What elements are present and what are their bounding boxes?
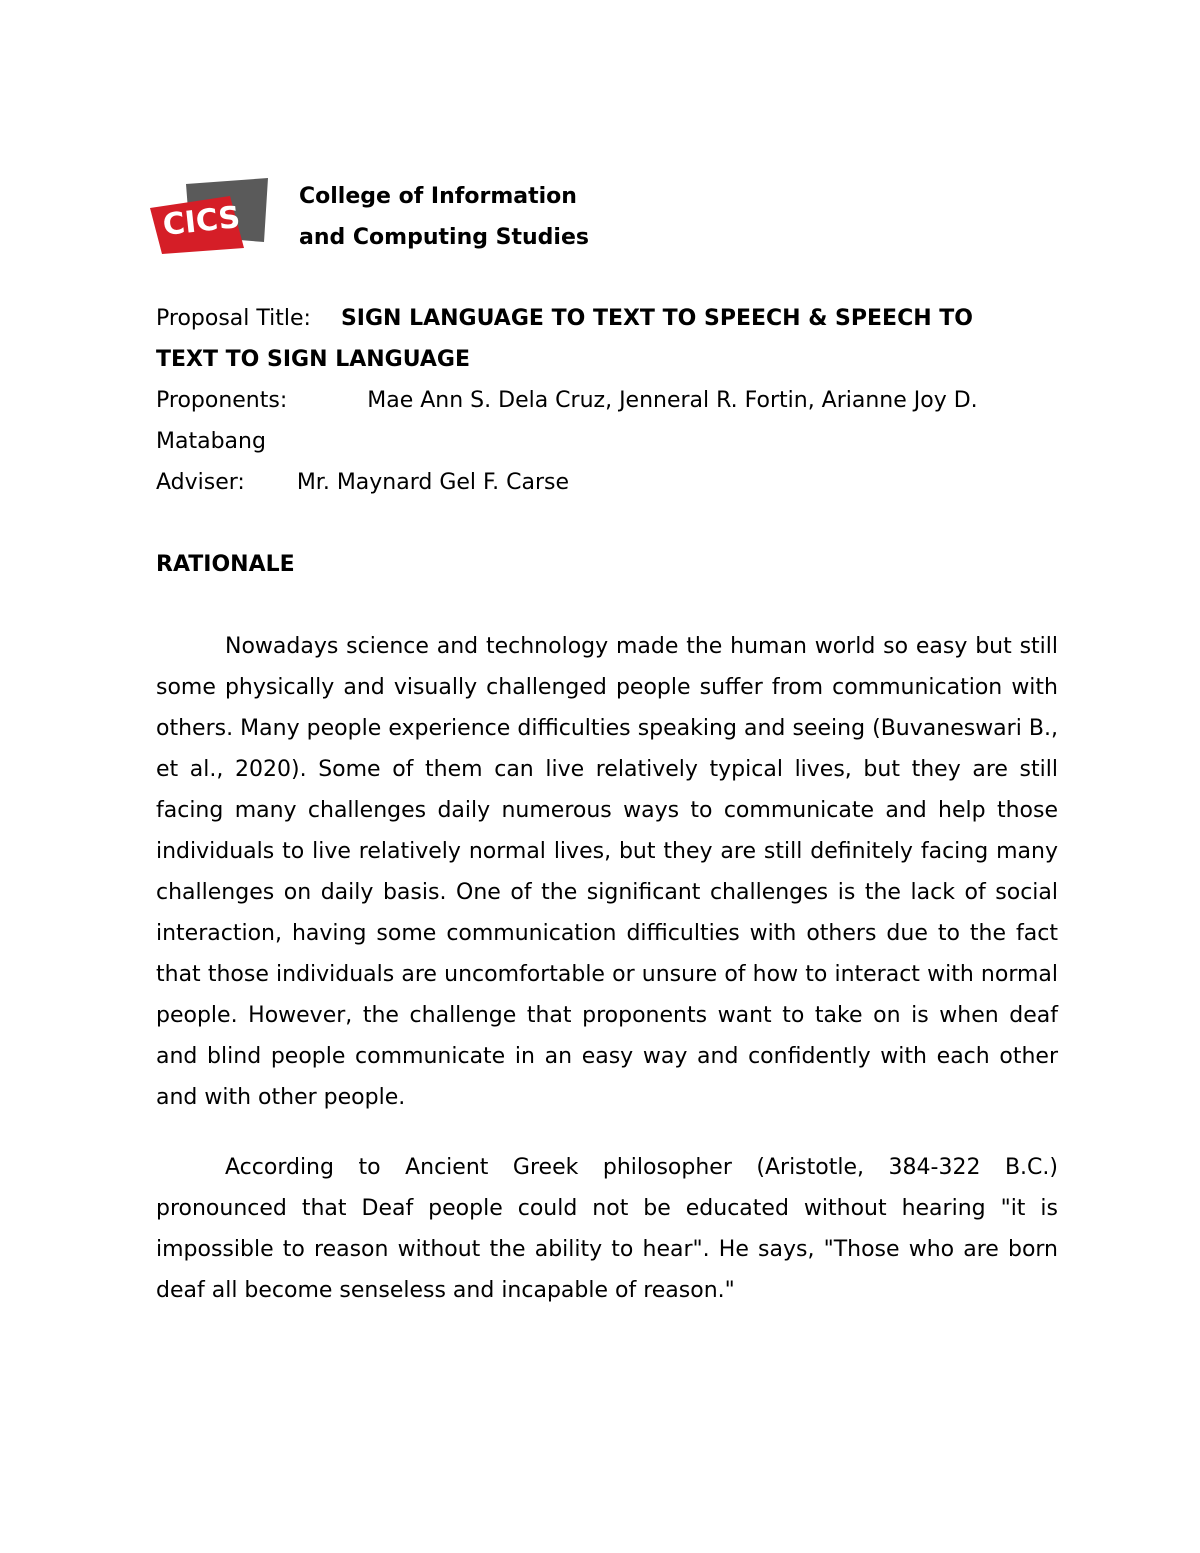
adviser-row	[156, 462, 1058, 503]
document-body	[156, 298, 1058, 1311]
logo-text: CICS	[161, 200, 242, 243]
college-name	[299, 176, 589, 258]
proponents-names-line2: Matabang	[156, 429, 266, 454]
proposal-title-row	[156, 298, 1058, 339]
adviser-label: Adviser:	[156, 470, 245, 495]
college-name-line2: and Computing Studies	[299, 225, 589, 250]
cics-logo	[150, 178, 274, 258]
rationale-paragraph-1: Nowadays science and technology made the human world so easy but still some physically and visually challenged people suffer from communication with others. Many people experience difficulties speaking and seeing (Buvaneswari B., et al., 2020). Some of them can live relatively typical lives, but they are still facing many challenges daily numerous ways to communicate and help those individuals to live relatively normal lives, but they are still definitely facing many challenges on daily basis. One of the significant challenges is the lack of social interaction, having some communication difficulties with others due to the fact that those individuals are uncomfortable or unsure of how to interact with normal people. However, the challenge that proponents want to take on is when deaf and blind people communicate in an easy way and confidently with each other and with other people.	[156, 634, 1058, 1110]
proponents-row	[156, 380, 1058, 421]
proposal-title-label: Proposal Title:	[156, 306, 311, 331]
proponents-label: Proponents:	[156, 388, 288, 413]
section-heading: RATIONALE	[156, 552, 295, 577]
proponents-names-line1: Mae Ann S. Dela Cruz, Jenneral R. Fortin, Arianne Joy D.	[367, 388, 978, 413]
proposal-title-line1: SIGN LANGUAGE TO TEXT TO SPEECH & SPEECH TO	[340, 306, 974, 331]
rationale-paragraph-2: According to Ancient Greek philosopher (Aristotle, 384-322 B.C.) pronounced that Deaf people could not be educated without hearing "it is impossible to reason without the ability to hear". He says, "Those who are born deaf all become senseless and incapable of reason."	[156, 1155, 1058, 1303]
adviser-name: Mr. Maynard Gel F. Carse	[296, 470, 570, 495]
proposal-title-line2: TEXT TO SIGN LANGUAGE	[156, 347, 471, 372]
college-name-line1: College of Information	[299, 184, 577, 209]
